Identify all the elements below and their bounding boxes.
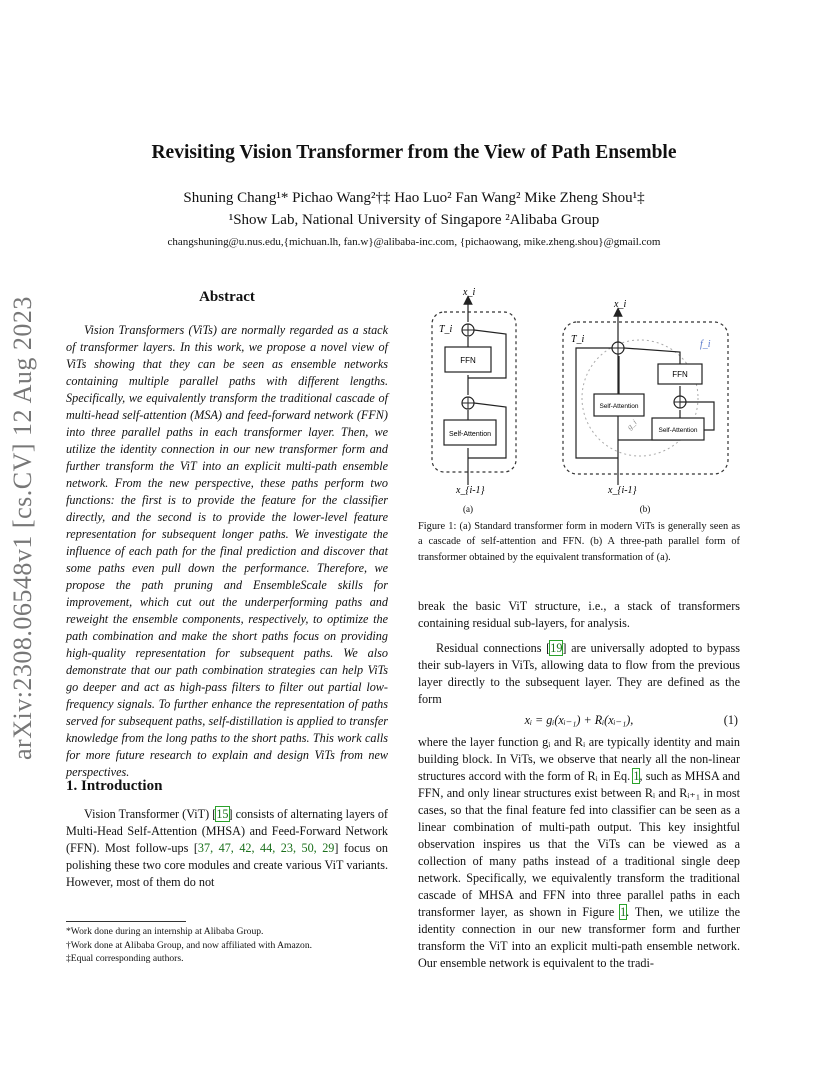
equation-1-number: (1) xyxy=(723,713,738,727)
right-paragraph-0: break the basic ViT structure, i.e., a stack of transformers containing residual sub-layers, for analysis. xyxy=(418,599,740,630)
intro-body xyxy=(66,806,388,891)
equation-1 xyxy=(418,708,740,734)
author-list xyxy=(0,190,828,207)
abstract-body xyxy=(66,322,388,781)
footnote-rule xyxy=(66,921,186,922)
figure-1-caption: Figure 1: (a) Standard transformer form in modern ViTs is generally seen as a cascade of self-attention and FFN. (b) A three-path parallel form of transformer obtained by the equivalent transformation of (a). xyxy=(418,521,740,563)
intro-paragraph: Vision Transformer (ViT) [15] consists of alternating layers of Multi-Head Self-Attention (MHSA) and Feed-Forward Network (FFN). Most follow-ups [37, 47, 42, 44, 23, 50, 29] focus on polishing these two core modules and create various ViT variants. However, most of them do not xyxy=(66,807,388,889)
fig-b-g-label: g_i xyxy=(625,417,639,432)
footnotes xyxy=(66,925,388,966)
fig-b-bottom-label: x_{i-1} xyxy=(608,485,637,496)
right-paragraph-2: where the layer function gᵢ and Rᵢ are typically identity and main building block. In ViTs, we observe that nearly all the non-linear structures accord with the form of Rᵢ in Eq. 1, such as MHSA and FFN, and only linear structures exist between Rᵢ and Rᵢ₊₁ in most cases, so that the final feature fed into classifier can be seen as a linear combination of multi-path output. This key insightful observation inspires us that the ViTs can be viewed as a collection of many paths instead of a traditional single deep network. Specifically, we equivalently transform the traditional cascade of MHSA and FFN into three parallel paths in each transformer layer, as shown in Figure 1. Then, we utilize the identity connection in our new transformer form and further transform the ViT into an explicit multi-path ensemble network. Our ensemble network is equivalent to the tradi- xyxy=(418,735,740,970)
right-column-body xyxy=(418,598,740,972)
fig-a-sublabel: (a) xyxy=(463,504,473,514)
fig-b-sa-right-label: Self-Attention xyxy=(658,427,698,434)
paper-title: Revisiting Vision Transformer from the View of Path Ensemble xyxy=(151,142,677,163)
equation-link[interactable]: 1 xyxy=(633,769,640,783)
footnote-1: *Work done during an internship at Alibaba Group. xyxy=(66,926,264,937)
figure-link[interactable]: 1 xyxy=(620,905,627,919)
author-emails: changshuning@u.nus.edu,{michuan.lh, fan.w}@alibaba-inc.com, {pichaowang, mike.zheng.shou}@gmail.com xyxy=(167,236,661,248)
fig-b-top-label: x_i xyxy=(614,299,627,310)
fig-a-sa-label: Self-Attention xyxy=(448,431,492,438)
fig-b-sublabel: (b) xyxy=(639,504,651,514)
equation-1-expression: xᵢ = gᵢ(xᵢ₋₁) + Rᵢ(xᵢ₋₁), xyxy=(524,713,634,727)
fig-a-block-label: T_i xyxy=(439,324,453,335)
citation-link[interactable]: 19 xyxy=(550,641,563,655)
footnote-2: †Work done at Alibaba Group, and now affiliated with Amazon. xyxy=(66,939,313,951)
fig-b-f-label: f_i xyxy=(700,339,711,350)
authors-line: Shuning Chang¹* Pichao Wang²†‡ Hao Luo² Fan Wang² Mike Zheng Shou¹‡ xyxy=(183,190,645,206)
figure-1 xyxy=(418,280,743,518)
citation-link[interactable]: 15 xyxy=(216,807,229,821)
fig-a-top-label: x_i xyxy=(463,287,476,298)
right-paragraph-1: Residual connections [19] are universally adopted to bypass their sub-layers in ViTs, allowing data to flow from the previous layer directly to the subsequent layer. They are defined as the form xyxy=(418,641,741,706)
affiliations xyxy=(0,212,828,229)
abstract-text: Vision Transformers (ViTs) are normally regarded as a stack of transformer layers. In this work, we propose a novel view of ViTs showing that they can be seen as ensemble networks containing multiple parallel paths with different lengths. Specifically, we equivalently transform the traditional cascade of multi-head self-attention (MSA) and feed-forward network (FFN) into three parallel paths in each transformer layer. Then, we utilize the identity connection in our new transformer form and further transform the ViT into an explicit multi-path ensemble network. From the new perspective, these paths perform two functions: the first is to provide the feature for the classifier directly, and the second is to provide the lower-level feature representation for subsequent longer paths. We investigate the influence of each path for the final prediction and discover that some paths even pull down the performance. Therefore, we propose the path pruning and EnsembleScale skills for improvement, which cut out the underperforming paths and reweight the ensemble components, respectively, to optimize the path combination and make the short paths focus on providing high-quality representation for subsequent paths. We also demonstrate that our path combination strategies can help ViTs go deeper and act as high-pass filters to filter out partial low-frequency signals. To further enhance the representation of paths served for subsequent paths, self-distillation is applied to transfer knowledge from the long paths to the short paths. This work calls for more future research to explain and design ViTs from new perspectives. xyxy=(66,323,388,779)
footnote-3: ‡Equal corresponding authors. xyxy=(66,953,184,964)
citation-links[interactable]: 37, 47, 42, 44, 23, 50, 29 xyxy=(197,841,335,855)
affiliations-line: ¹Show Lab, National University of Singapore ²Alibaba Group xyxy=(228,212,600,228)
fig-b-block-label: T_i xyxy=(571,334,585,345)
fig-a-ffn-label: FFN xyxy=(460,356,476,365)
fig-a-bottom-label: x_{i-1} xyxy=(456,485,485,496)
fig-b-sa-left-label: Self-Attention xyxy=(599,403,639,410)
section-heading-introduction: 1. Introduction xyxy=(66,778,163,794)
fig-b-ffn-label: FFN xyxy=(672,370,688,379)
figure-1a-diagram xyxy=(432,287,516,514)
arxiv-stamp: arXiv:2308.06548v1 [cs.CV] 12 Aug 2023 xyxy=(8,296,37,760)
figure-1b-diagram xyxy=(563,299,728,514)
abstract-heading: Abstract xyxy=(199,289,255,305)
